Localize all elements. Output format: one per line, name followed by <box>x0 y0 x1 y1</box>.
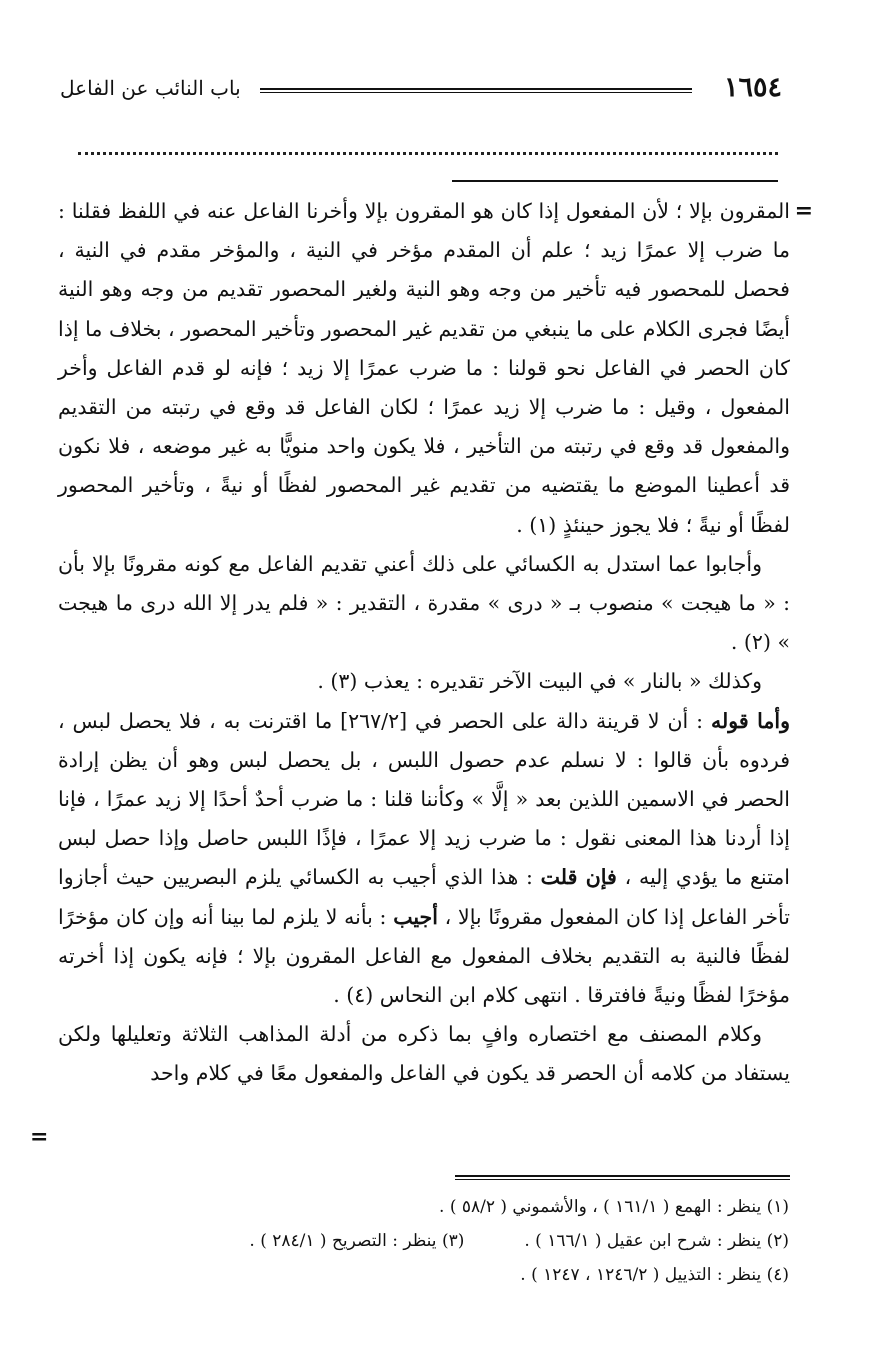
chapter-title: باب النائب عن الفاعل <box>60 76 241 100</box>
paragraph-4 <box>58 702 790 1016</box>
footnote-2: (٢) ينظر : شرح ابن عقيل ( ١٦٦/١ ) . <box>524 1231 789 1251</box>
paragraph-3: وكذلك « بالنار » في البيت الآخر تقديره : يعذب (٣) . <box>317 669 762 694</box>
paragraph-1: المقرون بإلا ؛ لأن المفعول إذا كان هو المقرون بإلا وأخرنا الفاعل عنه في اللفظ فقلنا : ما ضرب إلا عمرًا زيد ؛ علم أن المقدم مؤخر في النية ، والمؤخر مقدم في النية ، فحصل للمحصور فيه تأخير من وجه وهو النية ولغير المحصور تقديم من وجه وهو النية أيضًا فجرى الكلام على ما ينبغي من تقديم غير المحصور وتأخير المحصور ، بخلاف ما إذا كان الحصر في الفاعل نحو قولنا : ما ضرب عمرًا إلا زيد ؛ فإنه لو قدم الفاعل وأخر المفعول ، وقيل : ما ضرب إلا زيد عمرًا ؛ لكان الفاعل قد وقع في رتبته من التقديم والمفعول قد وقع في رتبته من التأخير ، فلا يكون واحد منويًّا به غير موضعه ، فلا نكون قد أعطينا الموضع ما يقتضيه من تقديم غير المحصور لفظًا أو نيةً ، وتأخير المحصور لفظًا أو نيةً ؛ فلا يجوز حينئذٍ (١) . <box>58 199 790 537</box>
continuation-mark-start: = <box>794 198 813 224</box>
page-header <box>60 72 782 112</box>
dotted-divider <box>78 152 778 155</box>
footnote-rule <box>455 1175 790 1180</box>
header-rule <box>260 88 692 93</box>
footnote-1: (١) ينظر : الهمع ( ١٦١/١ ) ، والأشموني ( ٥٨/٢ ) . <box>439 1197 789 1217</box>
paragraph-4-text-a: : أن لا قرينة دالة على الحصر في [٢٦٧/٢] ما اقترنت به ، فلا يحصل لبس ، فردوه بأن قالوا : لا نسلم عدم حصول اللبس ، بل يحصل لبس وهو أن يظن إرادة الحصر في الاسمين اللذين بعد « إلَّا » وكأننا قلنا : ما ضرب أحدٌ أحدًا إلا زيد عمرًا ، فإنا إذا أردنا هذا المعنى نقول : ما ضرب زيد إلا عمرًا ، فإذًا اللبس حاصل وإذا حصل لبس امتنع ما يؤدي إليه ، <box>58 708 790 890</box>
bold-fa-in-qulta: فإن قلت <box>540 865 617 890</box>
main-text <box>58 192 790 1094</box>
bold-ujib: أجيب <box>393 904 438 929</box>
section-rule <box>452 180 778 182</box>
footnote-row-2-3 <box>99 1224 789 1258</box>
footnotes <box>99 1190 789 1292</box>
paragraph-5: وكلام المصنف مع اختصاره وافٍ بما ذكره من أدلة المذاهب الثلاثة وتعليلها ولكن يستفاد من كلامه أن الحصر قد يكون في الفاعل والمفعول معًا في كلام واحد <box>58 1022 790 1086</box>
paragraph-4-text-c: : بأنه لا يلزم لما بينا أنه وإن كان مؤخرًا لفظًا فالنية به التقديم بخلاف المفعول مع الفاعل المقرون بإلا ؛ فإنه يكون إذا أخرته مؤخرًا لفظًا ونيةً فافترقا . انتهى كلام ابن النحاس (٤) . <box>58 904 790 1008</box>
footnote-3: (٣) ينظر : التصريح ( ٢٨٤/١ ) . <box>249 1231 465 1251</box>
page-number: ١٦٥٤ <box>723 72 782 103</box>
bold-lead-amma-qawluh: وأما قوله <box>711 708 790 733</box>
footnote-4: (٤) ينظر : التذييل ( ١٢٤٦/٢ ، ١٢٤٧ ) . <box>520 1265 789 1285</box>
continuation-mark-end: = <box>30 1124 49 1150</box>
paragraph-4-text-b: : هذا الذي أجيب به الكسائي يلزم البصريين حيث أجازوا تأخر الفاعل إذا كان المفعول مقرونًا بإلا ، <box>58 865 790 929</box>
paragraph-2: وأجابوا عما استدل به الكسائي على ذلك أعني تقديم الفاعل مع كونه مقرونًا بإلا بأن : « ما هيجت » منصوب بـ « درى » مقدرة ، التقدير : « فلم يدر إلا الله درى ما هيجت » (٢) . <box>58 551 790 655</box>
